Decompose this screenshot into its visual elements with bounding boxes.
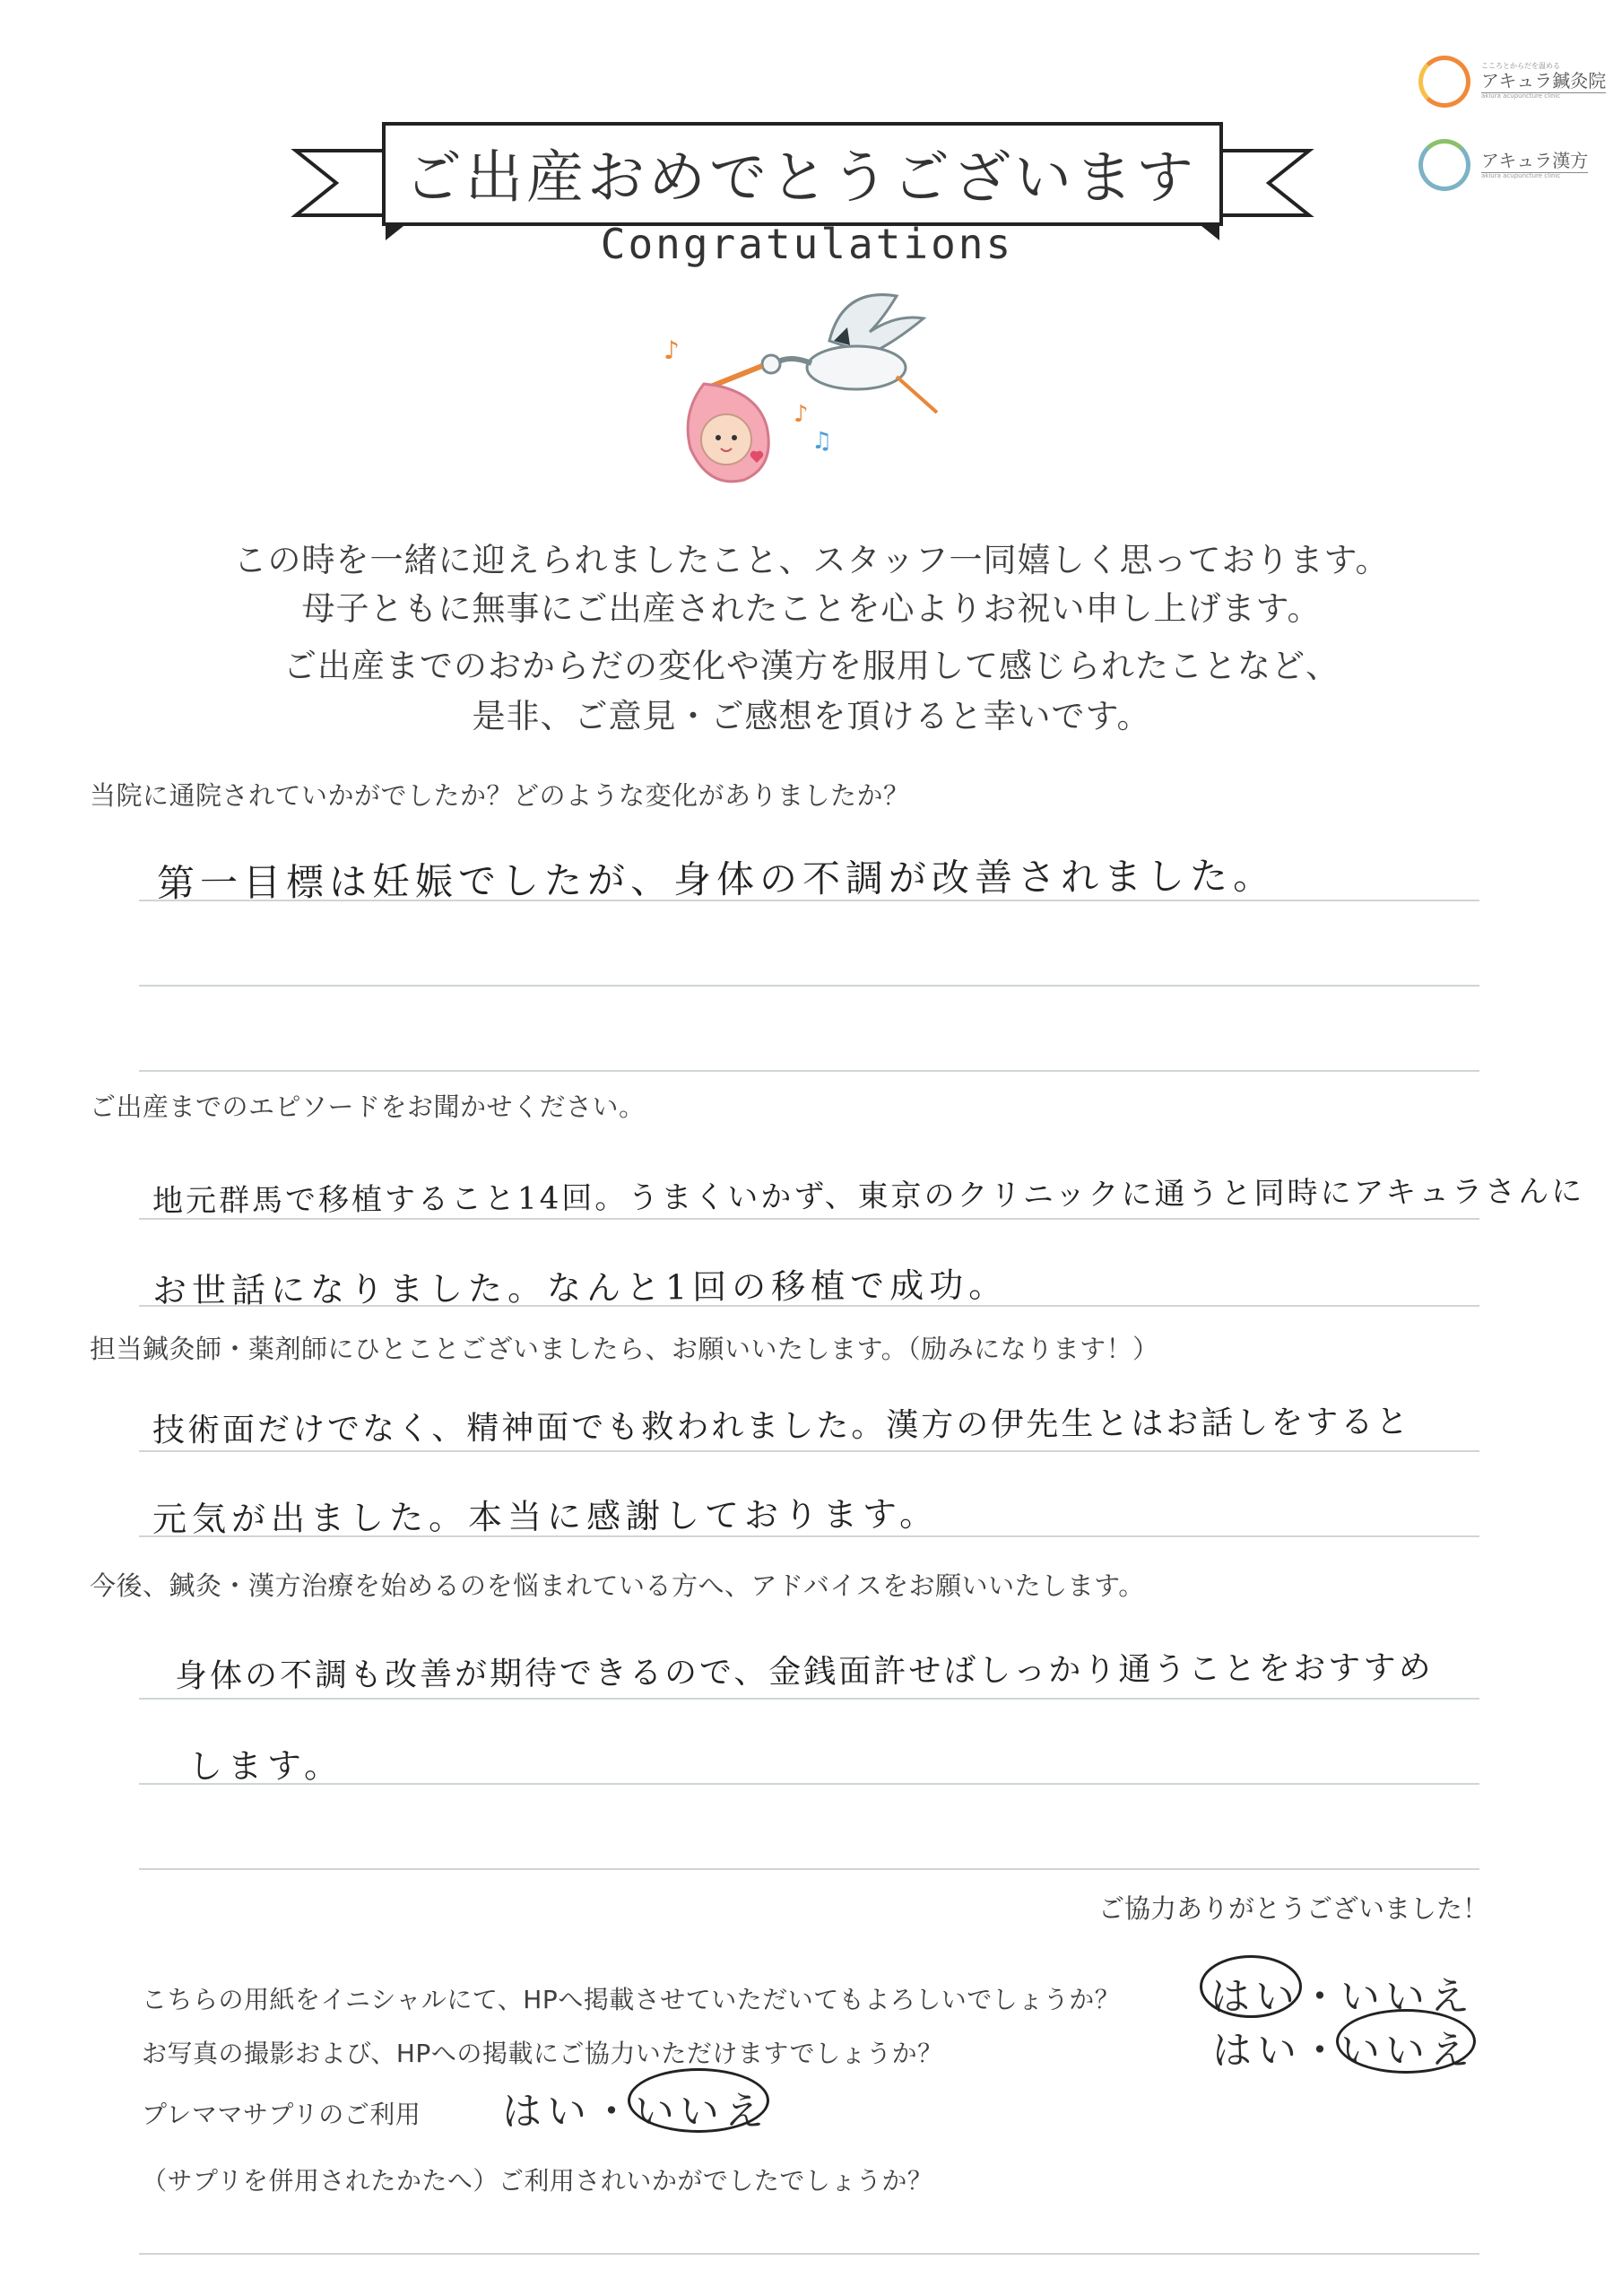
selected-circle-mark	[628, 2068, 769, 2133]
answer-rule	[139, 1783, 1479, 1785]
consent-2-no-option[interactable]: いいえ	[1340, 2028, 1475, 2074]
orange-ring-icon	[1418, 56, 1470, 108]
page-title: ご出産おめでとうございます	[404, 145, 1197, 212]
consent-2-separator: ・	[1300, 2028, 1345, 2074]
consent-3-separator: ・	[592, 2089, 637, 2135]
intro-line-2: 母子ともに無事にご出産されたことを心よりお祝い申し上げます。	[301, 589, 1322, 628]
consent-3-yes-option[interactable]: はい	[502, 2089, 592, 2135]
question-4-answer-line-1: 身体の不調も改善が期待できるので、金銭面許せばしっかり通うことをおすすめ	[174, 1649, 1434, 1695]
answer-rule	[139, 1535, 1479, 1537]
congratulations-subtitle: Congratulations	[600, 220, 1014, 268]
intro-line-4: 是非、ご意見・ご感想を頂けると幸いです。	[472, 697, 1151, 735]
answer-rule	[139, 2253, 1479, 2255]
leaf-ring-icon	[1418, 139, 1470, 191]
supplement-question-label: （サプリを併用されたかたへ）ご利用されいかがでしたでしょうか？	[142, 2166, 933, 2196]
consent-1-no-option[interactable]: いいえ	[1340, 1974, 1475, 2020]
intro-line-3: ご出産までのおからだの変化や漢方を服用して感じられたことなど、	[283, 647, 1340, 685]
consent-1-separator: ・	[1300, 1974, 1345, 2020]
question-4-label: 今後、鍼灸・漢方治療を始めるのを悩まれている方へ、アドバイスをお願いいたします。	[90, 1570, 1145, 1601]
intro-line-1: この時を一緒に迎えられましたこと、スタッフ一同嬉しく思っております。	[233, 541, 1390, 579]
svg-text:♫: ♫	[811, 428, 833, 455]
consent-3-label: プレママサプリのご利用	[142, 2100, 421, 2129]
question-3-answer-line-2: 元気が出ました。本当に感謝しております。	[152, 1493, 940, 1540]
logo-tagline: こころとからだを温める	[1481, 62, 1560, 71]
answer-rule	[139, 1218, 1479, 1220]
question-4-answer-line-2: します。	[187, 1745, 344, 1787]
thanks-message: ご協力ありがとうございました！	[1098, 1893, 1489, 1924]
answer-rule	[139, 1305, 1479, 1307]
question-3-label: 担当鍼灸師・薬剤師にひとことございましたら、お願いいたします。（励みになります！）	[90, 1334, 1159, 1364]
question-1-label: 当院に通院されていかがでしたか？どのような変化がありましたか？	[90, 780, 910, 811]
svg-text:♪: ♪	[664, 335, 680, 365]
consent-2-label: お写真の撮影および、HPへの掲載にご協力いただけますでしょうか？	[142, 2039, 943, 2068]
answer-rule	[139, 1070, 1479, 1072]
question-2-answer-line-1: 地元群馬で移植すること14回。うまくいかず、東京のクリニックに通うと同時にアキュラさんに	[152, 1173, 1585, 1220]
question-2-label: ご出産までのエピソードをお聞かせください。	[90, 1091, 646, 1122]
question-3-answer-line-1: 技術面だけでなく、精神面でも救われました。漢方の伊先生とはお話しをすると	[152, 1404, 1411, 1449]
consent-1-label: こちらの用紙をイニシャルにて、HPへ掲載させていただいてもよろしいでしょうか？	[142, 1985, 1121, 2014]
answer-rule	[139, 985, 1479, 987]
answer-rule	[139, 1698, 1479, 1700]
answer-rule	[139, 900, 1479, 901]
selected-circle-mark	[1336, 2009, 1476, 2074]
stork-baby-illustration	[655, 278, 959, 511]
consent-2-yes-option[interactable]: はい	[1212, 2028, 1302, 2074]
answer-rule	[139, 1868, 1479, 1870]
logo-name: アキュラ鍼灸院	[1481, 70, 1607, 92]
question-2-answer-line-2: お世話になりました。なんと1回の移植で成功。	[152, 1265, 1009, 1311]
consent-1-yes-option[interactable]: はい	[1210, 1974, 1300, 2020]
answer-rule	[139, 1450, 1479, 1452]
logo-subtitle: akiura acupuncture clinic	[1481, 171, 1561, 179]
question-1-answer-line-1: 第一目標は妊娠でしたが、身体の不調が改善されました。	[156, 853, 1277, 906]
logo-subtitle: akiura acupuncture clinic	[1481, 92, 1561, 100]
acura-kampo-logo	[1418, 139, 1588, 191]
svg-text:♪: ♪	[794, 401, 809, 428]
selected-circle-mark	[1200, 1955, 1302, 2018]
consent-3-no-option[interactable]: いいえ	[635, 2089, 769, 2135]
acura-acupuncture-logo	[1418, 56, 1606, 108]
logo-name: アキュラ漢方	[1481, 149, 1589, 171]
